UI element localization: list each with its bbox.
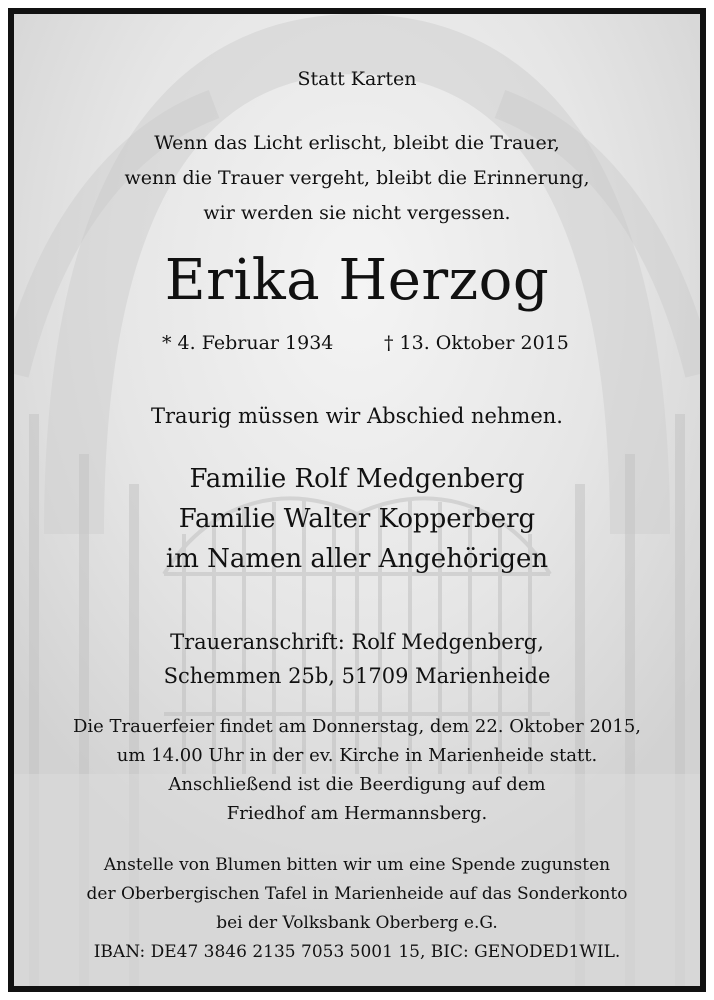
service-info-line: Anschließend ist die Beerdigung auf dem	[168, 774, 546, 795]
donation-info-line: bei der Volksbank Oberberg e.G.	[216, 913, 498, 933]
family-signatory: Familie Rolf Medgenberg	[189, 464, 525, 494]
birth-date: * 4. Februar 1934	[162, 332, 334, 354]
service-info-line: um 14.00 Uhr in der ev. Kirche in Marienheide statt.	[116, 745, 598, 766]
verse-line: wir werden sie nicht vergessen.	[203, 202, 511, 224]
notice-text	[14, 14, 700, 986]
service-info-line: Friedhof am Hermannsberg.	[226, 803, 488, 824]
deceased-name: Erika Herzog	[164, 248, 550, 313]
donation-info-line: Anstelle von Blumen bitten wir um eine Spende zugunsten	[103, 855, 611, 875]
family-signatory: im Namen aller Angehörigen	[165, 544, 549, 574]
service-info-line: Die Trauerfeier findet am Donnerstag, dem 22. Oktober 2015,	[72, 716, 641, 737]
donation-info-line: der Oberbergischen Tafel in Marienheide auf das Sonderkonto	[86, 884, 628, 904]
mourning-address-line: Schemmen 25b, 51709 Marienheide	[163, 664, 551, 688]
death-date: † 13. Oktober 2015	[384, 332, 569, 354]
bank-details-line: IBAN: DE47 3846 2135 7053 5001 15, BIC: GENODED1WIL.	[93, 942, 621, 962]
verse-line: Wenn das Licht erlischt, bleibt die Trauer,	[154, 132, 560, 154]
family-signatory: Familie Walter Kopperberg	[178, 504, 536, 534]
farewell-line: Traurig müssen wir Abschied nehmen.	[151, 404, 563, 428]
header-statt-karten: Statt Karten	[297, 68, 417, 90]
notice-frame	[8, 8, 706, 992]
mourning-address-line: Traueranschrift: Rolf Medgenberg,	[170, 630, 544, 654]
verse-line: wenn die Trauer vergeht, bleibt die Erinnerung,	[124, 167, 590, 189]
